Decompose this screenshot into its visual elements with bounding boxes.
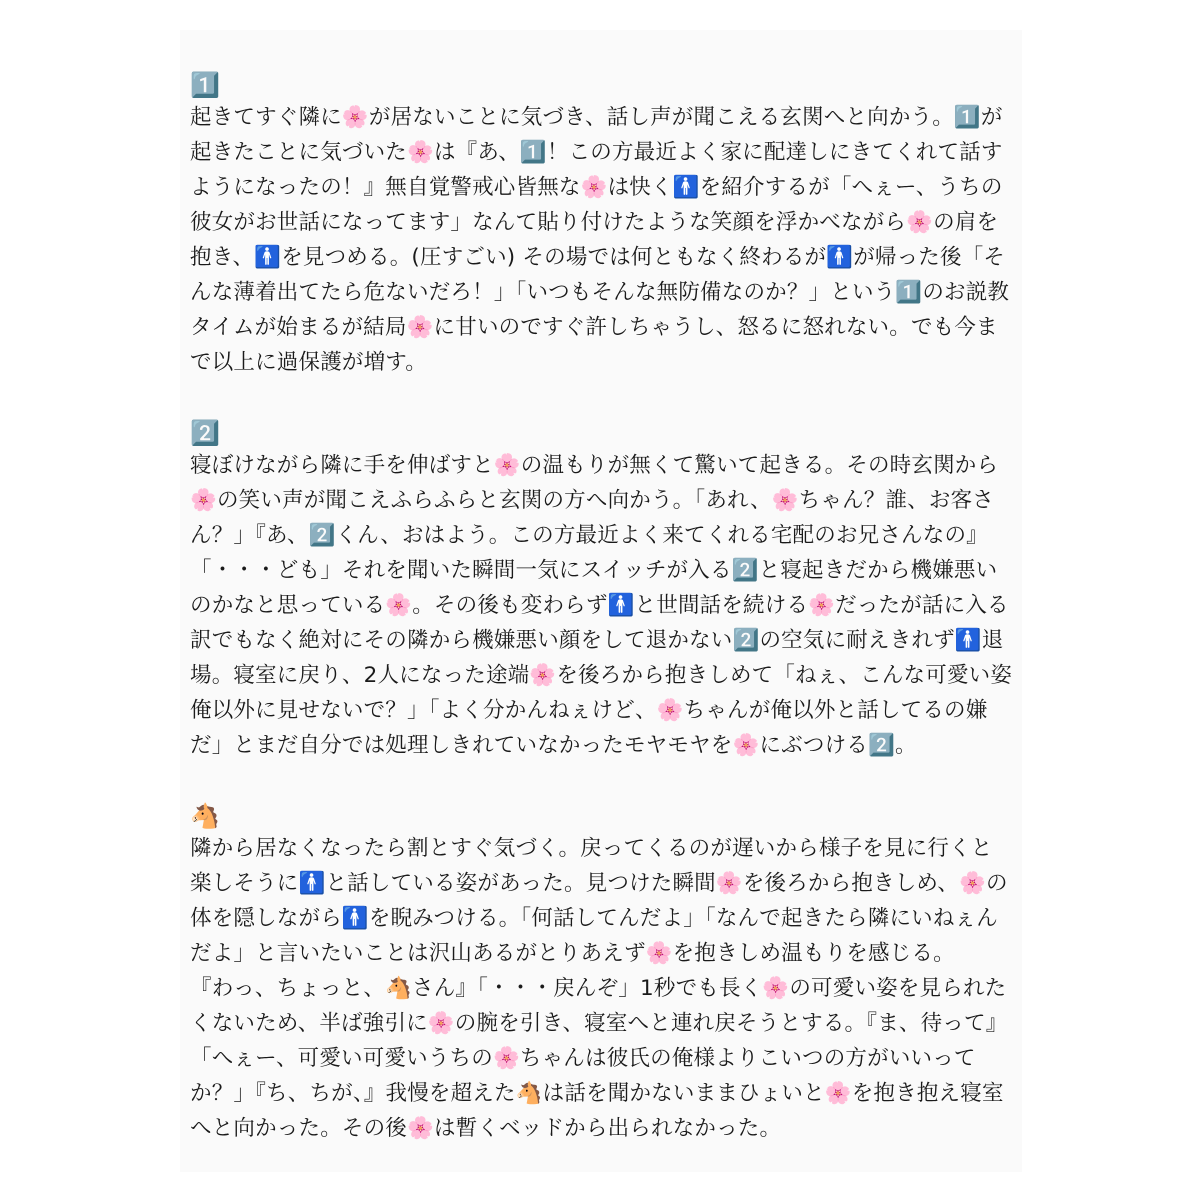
section-1-text: 起きてすぐ隣に🌸が居ないことに気づき、話し声が聞こえる玄関へと向かう。1️⃣が起きたことに気づいた🌸は『あ、1️⃣！この方最近よく家に配達しにきてくれて話すようになったの！』無自覚警戒心皆無な🌸は快く🚹を紹介するが「へぇー、うちの彼女がお世話になってます」なんて貼り付けたような笑顔を浮かべながら🌸の肩を抱き、🚹を見つめる。(圧すごい) その場では何ともなく終わるが🚹が帰った後「そんな薄着出てたら危ないだろ！」「いつもそんな無防備なのか？」という1️⃣のお説教タイムが始まるが結局🌸に甘いのですぐ許しちゃうし、怒るに怒れない。でも今まで以上に過保護が増す。	[190, 105, 1010, 375]
section-3-heading: 🐴	[190, 802, 220, 830]
section-3-text: 隣から居なくなったら割とすぐ気づく。戻ってくるのが遅いから様子を見に行くと楽しそうに🚹と話している姿があった。見つけた瞬間🌸を後ろから抱きしめ、🌸の体を隠しながら🚹を睨みつける。「何話してんだよ」「なんで起きたら隣にいねぇんだよ」と言いたいことは沢山あるがとりあえず🌸を抱きしめ温もりを感じる。 『わっ、ちょっと、🐴さん』「・・・戻んぞ」1秒でも長く🌸の可愛い姿を見られたくないため、半ば強引に🌸の腕を引き、寝室へと連れ戻そうとする。『ま、待って』「へぇー、可愛い可愛いうちの🌸ちゃんは彼氏の俺様よりこいつの方がいいってか？」『ち、ちが、』我慢を超えた🐴は話を聞かないままひょいと🌸を抱き抱え寝室へと向かった。その後🌸は暫くベッドから出られなかった。	[190, 836, 1008, 1141]
section-2	[190, 418, 1014, 763]
section-2-heading: 2️⃣	[190, 419, 220, 447]
section-2-text: 寝ぼけながら隣に手を伸ばすと🌸の温もりが無くて驚いて起きる。その時玄関から🌸の笑い声が聞こえふらふらと玄関の方へ向かう。「あれ、🌸ちゃん？誰、お客さん？」『あ、2️⃣くん、おはよう。この方最近よく来てくれる宅配のお兄さんなの』「・・・ども」それを聞いた瞬間一気にスイッチが入る2️⃣と寝起きだから機嫌悪いのかなと思っている🌸。その後も変わらず🚹と世間話を続ける🌸だったが話に入る訳でもなく絶対にその隣から機嫌悪い顔をして退かない2️⃣の空気に耐えきれず🚹退場。寝室に戻り、2人になった途端🌸を後ろから抱きしめて「ねぇ、こんな可愛い姿俺以外に見せないで？」「よく分かんねぇけど、🌸ちゃんが俺以外と話してるの嫌だ」とまだ自分では処理しきれていなかったモヤモヤを🌸にぶつける2️⃣。	[190, 453, 1013, 758]
section-1	[190, 70, 1014, 380]
text-card	[180, 30, 1022, 1172]
section-1-heading: 1️⃣	[190, 71, 220, 99]
section-3	[190, 801, 1014, 1146]
